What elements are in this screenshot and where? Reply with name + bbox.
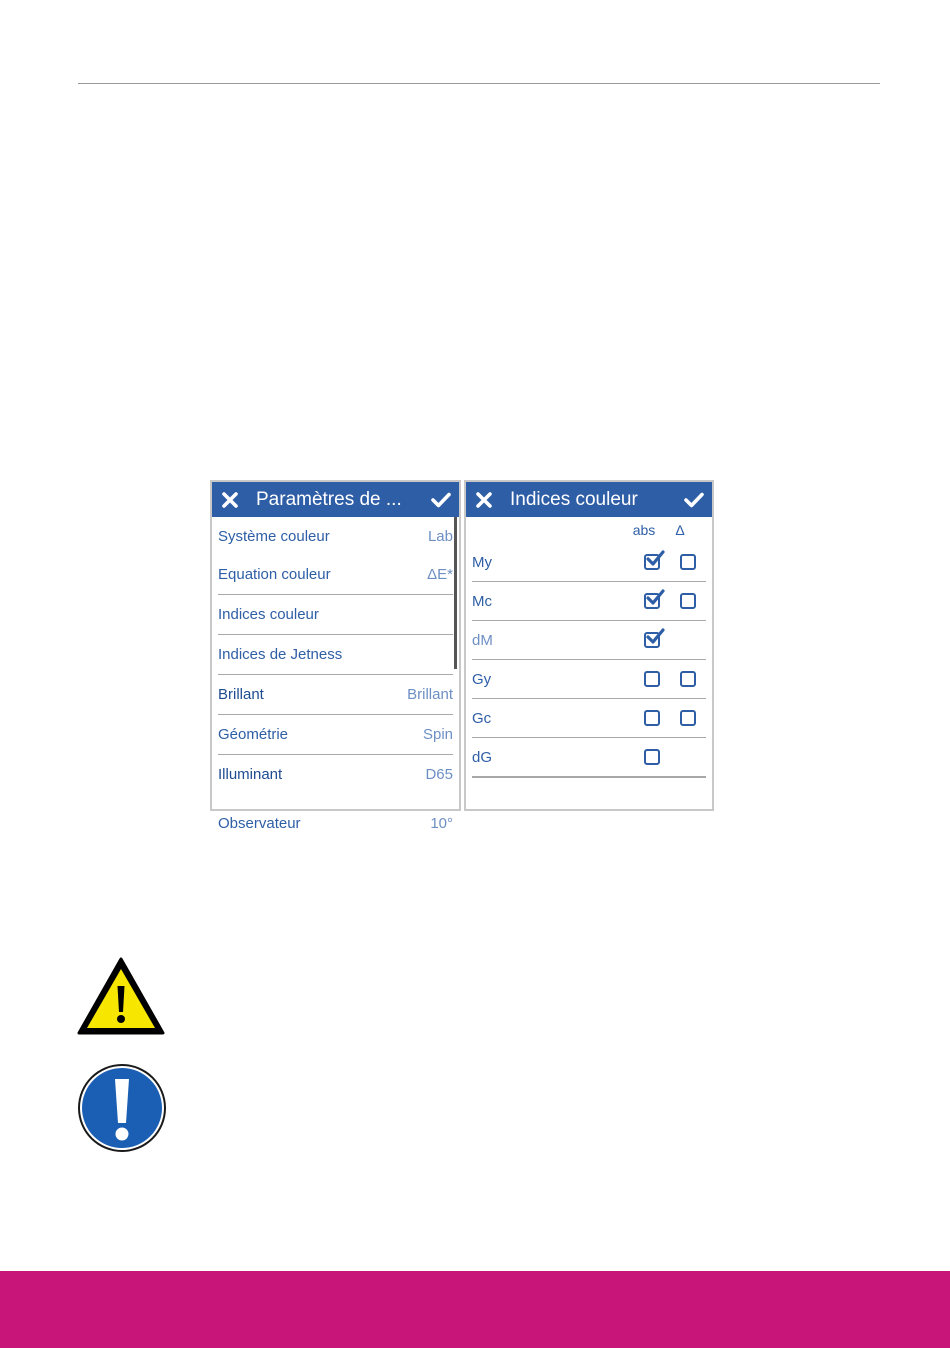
abs-checkbox-cell — [634, 632, 670, 648]
indices-row — [472, 582, 706, 621]
delta-checkbox[interactable] — [680, 593, 696, 609]
abs-checkbox[interactable] — [644, 710, 660, 726]
check-icon[interactable] — [684, 492, 704, 508]
settings-screen — [210, 480, 461, 832]
indices-row-label: Mc — [472, 592, 492, 610]
abs-checkbox-cell — [634, 671, 670, 687]
header-rule — [78, 83, 880, 84]
abs-checkbox[interactable] — [644, 593, 660, 609]
settings-title: Paramètres de ... — [256, 488, 402, 510]
color-indices-screen — [464, 480, 714, 811]
settings-row-observer[interactable]: Observateur 10° — [218, 815, 453, 832]
warning-triangle-icon — [76, 956, 166, 1041]
abs-checkbox[interactable] — [644, 671, 660, 687]
column-delta-label: Δ — [675, 522, 685, 538]
abs-checkbox-cell — [634, 710, 670, 726]
abs-checkbox[interactable] — [644, 749, 660, 765]
settings-row-jetness-indices[interactable]: Indices de Jetness — [218, 635, 453, 675]
settings-row-color-system[interactable]: Système couleur Lab — [218, 527, 453, 545]
abs-checkbox-cell — [634, 554, 670, 570]
delta-checkbox-cell — [670, 593, 706, 609]
exclamation-circle-icon — [77, 1063, 167, 1158]
settings-row-gloss[interactable]: Brillant Brillant — [218, 675, 453, 715]
indices-row-label: dG — [472, 748, 493, 766]
delta-checkbox[interactable] — [680, 554, 696, 570]
delta-checkbox-cell — [670, 710, 706, 726]
close-icon[interactable] — [220, 492, 240, 508]
indices-row-label: dM — [472, 631, 493, 649]
check-icon[interactable] — [431, 492, 451, 508]
delta-checkbox[interactable] — [680, 710, 696, 726]
settings-row-illuminant[interactable]: Illuminant D65 — [218, 766, 453, 783]
indices-row — [472, 699, 706, 738]
abs-checkbox-cell — [634, 593, 670, 609]
abs-checkbox-cell — [634, 749, 670, 765]
indices-row — [472, 660, 706, 699]
scrollbar[interactable] — [454, 517, 457, 669]
settings-row-geometry[interactable]: Géométrie Spin — [218, 715, 453, 755]
indices-row-label: Gy — [472, 670, 492, 688]
indices-column-header — [466, 517, 712, 543]
indices-row-label: My — [472, 553, 492, 571]
settings-titlebar — [212, 482, 459, 517]
indices-row — [472, 738, 706, 778]
indices-row — [472, 621, 706, 660]
delta-checkbox[interactable] — [680, 671, 696, 687]
indices-title: Indices couleur — [510, 488, 638, 510]
settings-row-color-equation[interactable]: Equation couleur ΔE* — [218, 555, 453, 595]
close-icon[interactable] — [474, 492, 494, 508]
abs-checkbox[interactable] — [644, 632, 660, 648]
indices-list — [466, 543, 712, 778]
indices-row-label: Gc — [472, 709, 492, 727]
indices-row — [472, 543, 706, 582]
delta-checkbox-cell — [670, 671, 706, 687]
column-abs-label: abs — [632, 522, 656, 538]
abs-checkbox[interactable] — [644, 554, 660, 570]
delta-checkbox-cell — [670, 554, 706, 570]
settings-row-color-indices[interactable]: Indices couleur — [218, 595, 453, 635]
indices-titlebar — [466, 482, 712, 517]
settings-list — [212, 517, 459, 832]
footer-bar — [0, 1271, 950, 1348]
